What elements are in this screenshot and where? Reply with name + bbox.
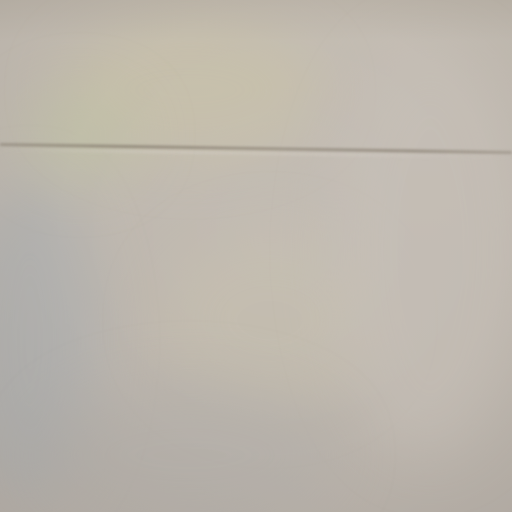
greenish-patch [20,90,140,180]
